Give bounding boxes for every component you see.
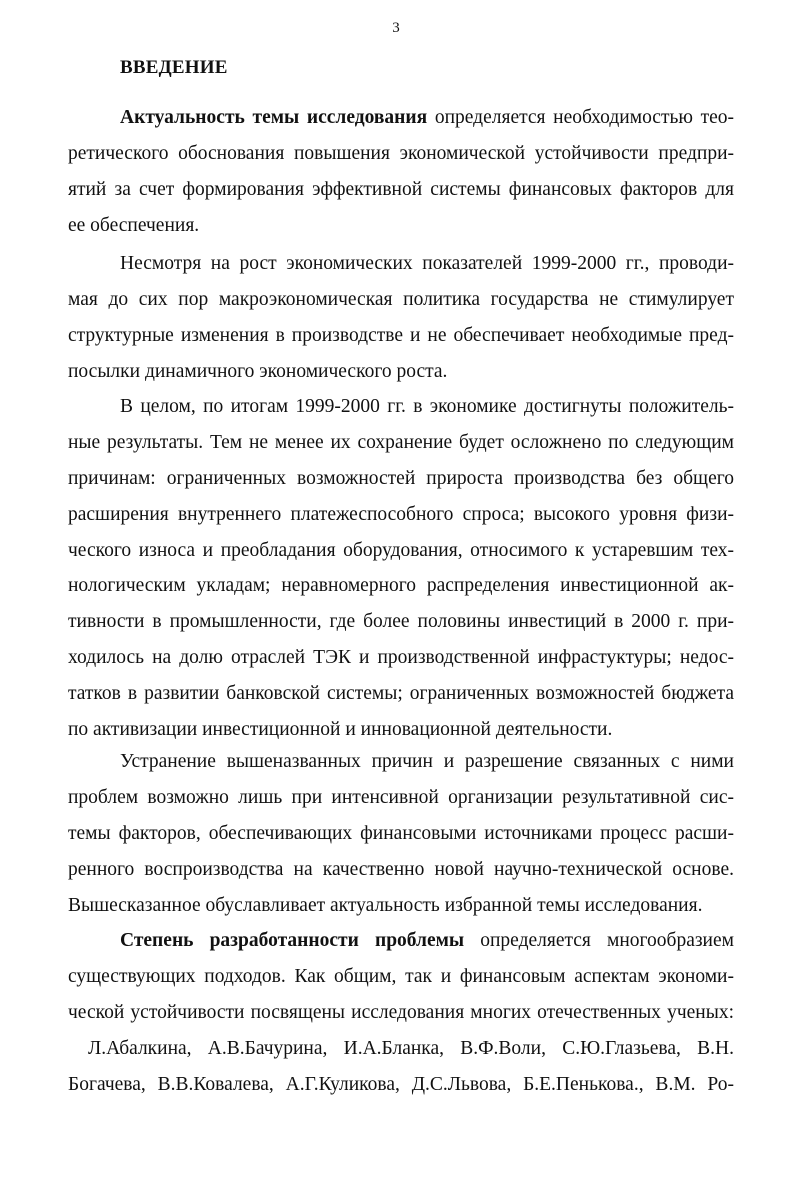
text-line: Л.Абалкина, А.В.Бачурина, И.А.Бланка, В.Ф.Воли, С.Ю.Глазьева, В.Н. bbox=[88, 1037, 734, 1059]
text-line: мая до сих пор макроэкономическая политика государства не стимулирует bbox=[68, 288, 734, 310]
bold-lead: Актуальность темы исследования bbox=[120, 107, 428, 128]
bold-lead: Степень разработанности проблемы bbox=[120, 930, 465, 951]
text-line: ренного воспроизводства на качественно новой научно-технической основе. bbox=[68, 858, 734, 880]
text-line: ятий за счет формирования эффективной системы финансовых факторов для bbox=[68, 178, 734, 200]
text-line: Актуальность темы исследования определяется необходимостью тео- bbox=[120, 107, 735, 128]
text-line: темы факторов, обеспечивающих финансовыми источниками процесс расши- bbox=[68, 822, 734, 844]
text-line: посылки динамичного экономического роста. bbox=[68, 360, 448, 382]
text-line: ческой устойчивости посвящены исследования многих отечественных ученых: bbox=[68, 1001, 734, 1023]
text-line: Степень разработанности проблемы определяется многообразием bbox=[120, 930, 734, 951]
text-line: Несмотря на рост экономических показателей 1999-2000 гг., проводи- bbox=[120, 253, 734, 274]
text-line: В целом, по итогам 1999-2000 гг. в экономике достигнуты положитель- bbox=[120, 396, 734, 417]
text-line: проблем возможно лишь при интенсивной организации результативной сис- bbox=[68, 786, 734, 808]
text-line: татков в развитии банковской системы; ограниченных возможностей бюджета bbox=[68, 683, 734, 705]
text-line: Богачева, В.В.Ковалева, А.Г.Куликова, Д.С.Львова, Б.Е.Пенькова., В.М. Ро- bbox=[68, 1073, 734, 1095]
paragraph-relevance bbox=[68, 100, 734, 244]
text-line: существующих подходов. Как общим, так и финансовым аспектам экономи- bbox=[68, 965, 734, 987]
page-number: 3 bbox=[392, 20, 400, 36]
text-line: ее обеспечения. bbox=[68, 214, 200, 236]
paragraph-growth bbox=[68, 246, 734, 390]
text-line: ные результаты. Тем не менее их сохранение будет осложнено по следующим bbox=[68, 431, 734, 453]
section-heading: ВВЕДЕНИЕ bbox=[120, 57, 228, 78]
paragraph-results bbox=[68, 389, 734, 748]
text-line: по активизации инвестиционной и инновационной деятельности. bbox=[68, 719, 613, 741]
text-line: ходилось на долю отраслей ТЭК и производственной инфрастуктуры; недос- bbox=[68, 647, 734, 669]
text-line: Вышесказанное обуславливает актуальность избранной темы исследования. bbox=[68, 894, 703, 916]
paragraph-development-degree bbox=[68, 923, 734, 1102]
text-line: ретического обоснования повышения экономической устойчивости предпри- bbox=[68, 142, 734, 164]
text-line: тивности в промышленности, где более половины инвестиций в 2000 г. при- bbox=[68, 611, 734, 633]
text-line: Устранение вышеназванных причин и разрешение связанных с ними bbox=[120, 751, 734, 772]
text-line: структурные изменения в производстве и не обеспечивает необходимые пред- bbox=[68, 324, 734, 346]
text-line: ческого износа и преобладания оборудования, относимого к устаревшим тех- bbox=[68, 539, 734, 561]
text-line: расширения внутреннего платежеспособного спроса; высокого уровня физи- bbox=[68, 503, 734, 525]
text-line: нологическим укладам; неравномерного распределения инвестиционной ак- bbox=[68, 575, 734, 597]
text-line: причинам: ограниченных возможностей прироста производства без общего bbox=[68, 467, 734, 489]
paragraph-elimination bbox=[68, 744, 734, 923]
